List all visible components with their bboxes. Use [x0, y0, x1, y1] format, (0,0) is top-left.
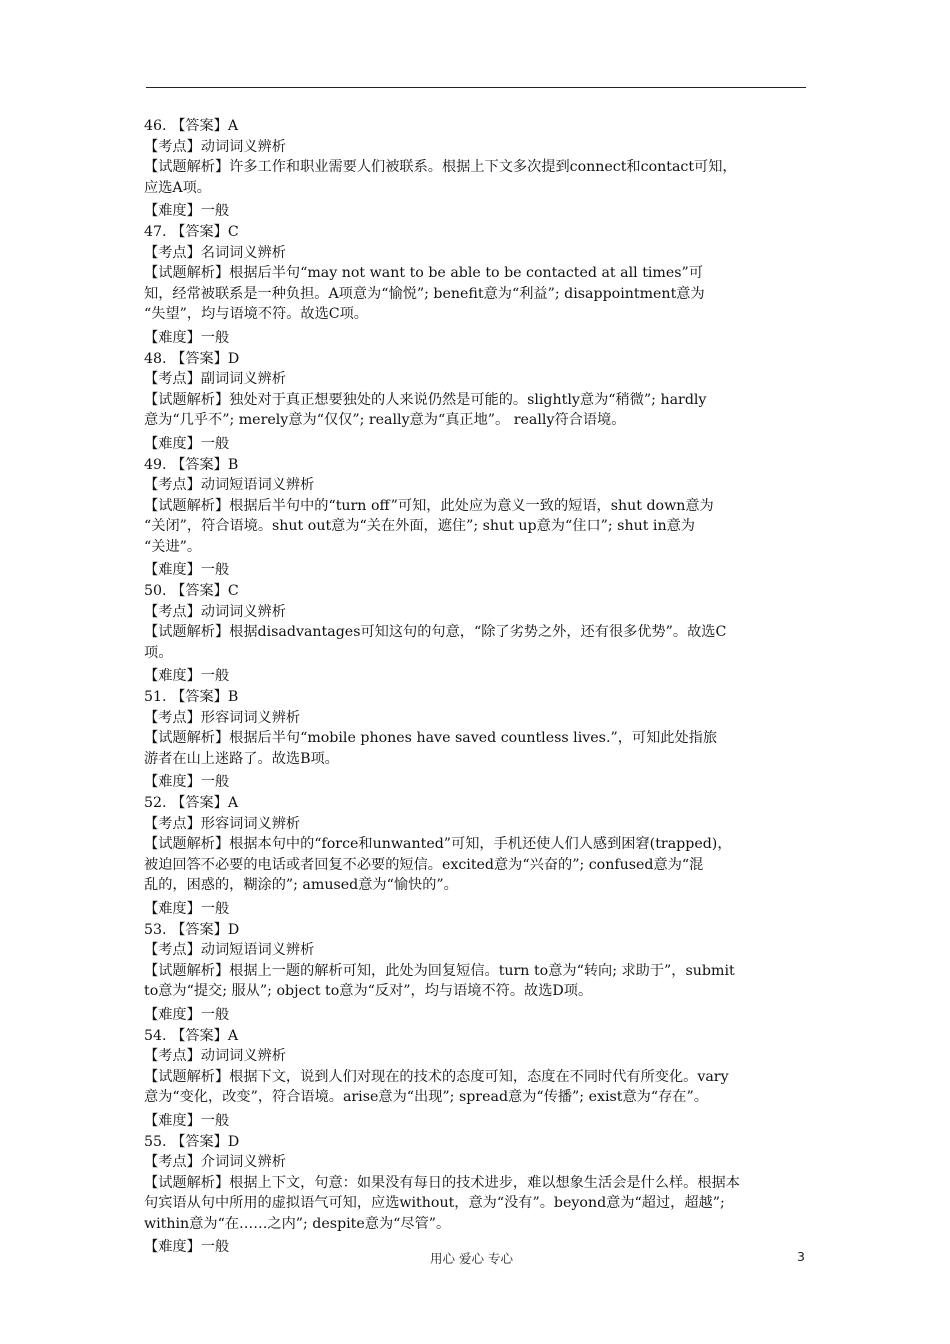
- difficulty-line: 【难度】一般: [144, 562, 230, 579]
- topic-line: 【考点】动词短语词义辨析: [144, 477, 315, 494]
- difficulty-line: 【难度】一般: [144, 900, 230, 917]
- difficulty-line: 【难度】一般: [144, 203, 230, 220]
- analysis-line: 【试题解析】根据下文，说到人们对现在的技术的态度可知，态度在不同时代有所变化。vary: [144, 1068, 729, 1085]
- answer-line: 52. 【答案】A: [144, 795, 239, 811]
- analysis-line: 【试题解析】根据后半句“may not want to be able to be contacted at all times”可: [144, 265, 704, 282]
- answer-block: [144, 116, 810, 222]
- analysis-line: to意为“提交; 服从”; object to意为“反对”，均与语境不符。故选D项。: [144, 983, 593, 1000]
- analysis-line: 【试题解析】根据后半句中的“turn off”可知，此处应为意义一致的短语，shut down意为: [144, 497, 714, 514]
- topic-line: 【考点】形容词词义辨析: [144, 815, 301, 832]
- analysis-line: 【试题解析】许多工作和职业需要人们被联系。根据上下文多次提到connect和contact可知，: [144, 159, 737, 176]
- analysis-line: within意为“在……之内”; despite意为“尽管”。: [144, 1215, 451, 1232]
- analysis-line: 乱的，困惑的，糊涂的”; amused意为“愉快的”。: [144, 877, 458, 894]
- answer-block: [144, 793, 810, 920]
- difficulty-line: 【难度】一般: [144, 668, 230, 685]
- analysis-line: 句宾语从句中所用的虚拟语气可知，应选without，意为“没有”。beyond意为“超过，超越”;: [144, 1195, 725, 1212]
- analysis-line: 意为“几乎不”; merely意为“仅仅”; really意为“真正地”。 really符合语境。: [144, 412, 626, 429]
- answer-explanations: [144, 116, 810, 1258]
- analysis-line: “关进”。: [144, 538, 202, 555]
- answer-line: 46. 【答案】A: [144, 118, 239, 134]
- analysis-line: 【试题解析】根据disadvantages可知这句的句意，“除了劣势之外，还有很多优势”。故选C: [144, 624, 727, 641]
- answer-line: 54. 【答案】A: [144, 1027, 239, 1044]
- analysis-line: 知，经常被联系是一种负担。A项意为“愉悦”; benefit意为“利益”; disappointment意为: [144, 285, 705, 302]
- answer-block: [144, 1132, 810, 1259]
- difficulty-line: 【难度】一般: [144, 1112, 230, 1129]
- difficulty-line: 【难度】一般: [144, 1239, 230, 1256]
- analysis-line: 【试题解析】根据上一题的解析可知，此处为回复短信。turn to意为“转向; 求助于”，submit: [144, 962, 735, 979]
- answer-line: 47. 【答案】C: [144, 223, 239, 240]
- analysis-line: 游者在山上迷路了。故选B项。: [144, 750, 339, 767]
- analysis-line: “关闭”，符合语境。shut out意为“关在外面，遮住”; shut up意为“住口”; shut in意为: [144, 518, 695, 535]
- difficulty-line: 【难度】一般: [144, 774, 230, 791]
- answer-line: 55. 【答案】D: [144, 1133, 240, 1150]
- answer-block: [144, 687, 810, 793]
- answer-block: [144, 349, 810, 455]
- topic-line: 【考点】介词词义辨析: [144, 1154, 286, 1171]
- answer-block: [144, 455, 810, 582]
- answer-block: [144, 920, 810, 1026]
- answer-line: 49. 【答案】B: [144, 456, 239, 473]
- difficulty-line: 【难度】一般: [144, 1006, 230, 1023]
- answer-line: 53. 【答案】D: [144, 921, 240, 938]
- analysis-line: 应选A项。: [144, 179, 211, 196]
- topic-line: 【考点】副词词义辨析: [144, 371, 286, 388]
- topic-line: 【考点】形容词词义辨析: [144, 709, 301, 726]
- answer-line: 51. 【答案】B: [144, 689, 239, 706]
- answer-block: [144, 1026, 810, 1132]
- answer-line: 48. 【答案】D: [144, 350, 240, 367]
- difficulty-line: 【难度】一般: [144, 435, 230, 452]
- analysis-line: 【试题解析】根据上下文，句意：如果没有每日的技术进步，难以想象生活会是什么样。根据本: [144, 1174, 740, 1191]
- page-number: 3: [797, 1249, 805, 1264]
- analysis-line: 【试题解析】独处对于真正想要独处的人来说仍然是可能的。slightly意为“稍微”; hardly: [144, 391, 707, 408]
- topic-line: 【考点】名词词义辨析: [144, 244, 286, 261]
- analysis-line: 被迫回答不必要的电话或者回复不必要的短信。excited意为“兴奋的”; confused意为“混: [144, 856, 704, 873]
- topic-line: 【考点】动词词义辨析: [144, 603, 286, 620]
- analysis-line: 项。: [144, 644, 173, 661]
- difficulty-line: 【难度】一般: [144, 329, 230, 346]
- answer-block: [144, 581, 810, 687]
- topic-line: 【考点】动词词义辨析: [144, 1048, 286, 1065]
- header-rule: [146, 87, 806, 88]
- answer-line: 50. 【答案】C: [144, 583, 239, 600]
- analysis-line: 【试题解析】根据本句中的“force和unwanted”可知，手机还使人们人感到困窘(trapped)，: [144, 836, 732, 853]
- footer-motto: 用心 爱心 专心: [430, 1251, 513, 1266]
- analysis-line: 【试题解析】根据后半句“mobile phones have saved countless lives.”，可知此处指旅: [144, 730, 718, 747]
- answer-block: [144, 222, 810, 349]
- topic-line: 【考点】动词词义辨析: [144, 138, 286, 155]
- topic-line: 【考点】动词短语词义辨析: [144, 942, 315, 959]
- analysis-line: 意为“变化，改变”，符合语境。arise意为“出现”; spread意为“传播”; exist意为“存在”。: [144, 1089, 708, 1106]
- analysis-line: “失望”，均与语境不符。故选C项。: [144, 306, 368, 323]
